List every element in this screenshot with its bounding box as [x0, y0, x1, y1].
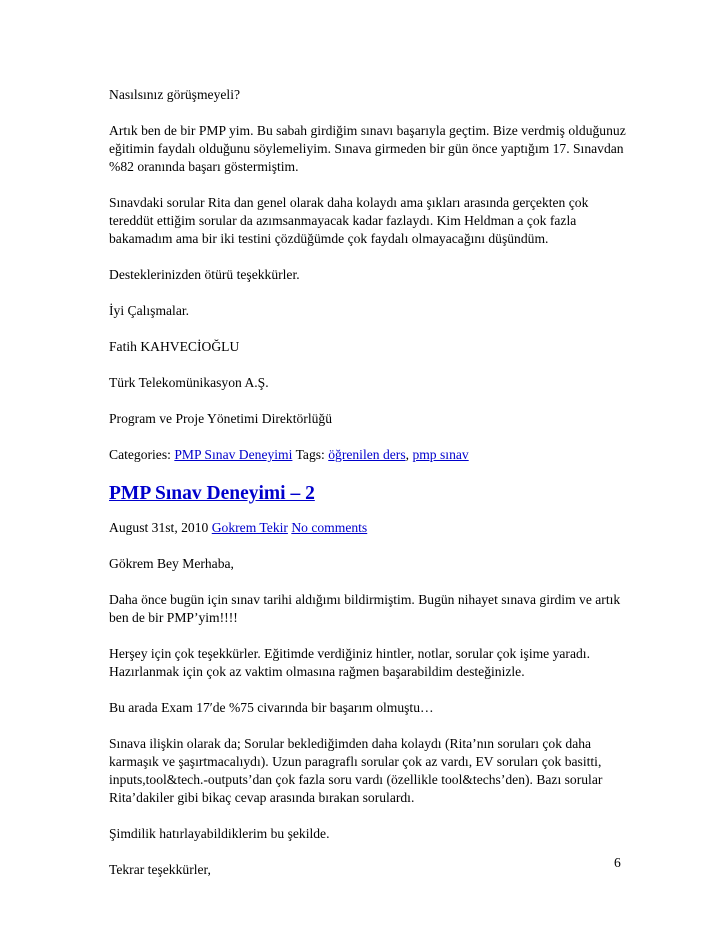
post1-greeting: Nasılsınız görüşmeyeli? — [109, 87, 240, 102]
post1-paragraph-2: Sınavdaki sorular Rita dan genel olarak daha kolaydı ama şıkları arasında gerçekten çok tereddüt ettiğim sorular da azımsanmayacak kadar fazlaydı. Kim Heldman a çok fazla bakamadım ama bir iki testini çözdüğümde çok faydalı olmayacağını düşündüm. — [109, 195, 589, 246]
tag-separator: , — [405, 447, 410, 462]
post2-paragraph-6: Tekrar teşekkürler, — [109, 862, 211, 877]
signature-company: Türk Telekomünikasyon A.Ş. — [109, 375, 269, 390]
page-number: 6 — [614, 855, 621, 870]
tag-link-1[interactable]: öğrenilen ders — [328, 447, 406, 462]
post-meta-categories — [109, 446, 629, 464]
post-title-link[interactable]: PMP Sınav Deneyimi – 2 — [109, 483, 315, 504]
post2-paragraph-3: Bu arada Exam 17′de %75 civarında bir başarım olmuştu… — [109, 700, 434, 715]
categories-label: Categories: — [109, 447, 171, 462]
post-date: August 31st, 2010 — [109, 520, 209, 535]
post2-paragraph-5: Şimdilik hatırlayabildiklerim bu şekilde. — [109, 826, 330, 841]
post1-paragraph-1: Artık ben de bir PMP yim. Bu sabah girdiğim sınavı başarıyla geçtim. Bize verdmiş olduğunuz eğitimin faydalı olduğunu söylemeliyim. Sınava girmeden bir gün önce yaptığım 17. Sınavdan %82 oranında başarı göstermiştim. — [109, 123, 626, 174]
post2-paragraph-4: Sınava ilişkin olarak da; Sorular beklediğimden daha kolaydı (Rita’nın soruları çok daha karmaşık ve şaşırtmacalıydı). Uzun paragraflı sorular çok az vardı, EV soruları çok basitti, inputs,tool&tech.-outputs’dan çok fazla soru vardı (özellikle tool&techs’den). Bazı sorular Rita’dakiler gibi bikaç cevap arasında bırakan sorulardı. — [109, 736, 603, 805]
post2-greeting: Gökrem Bey Merhaba, — [109, 556, 234, 571]
tag-link-2[interactable]: pmp sınav — [412, 447, 469, 462]
post-title — [109, 482, 629, 506]
document-body — [109, 86, 629, 897]
post2-paragraph-1: Daha önce bugün için sınav tarihi aldığımı bildirmiştim. Bugün nihayet sınava girdim ve artık ben de bir PMP’yim!!!! — [109, 592, 621, 625]
post1-paragraph-4: İyi Çalışmalar. — [109, 303, 190, 318]
comments-link[interactable]: No comments — [291, 520, 368, 535]
author-link[interactable]: Gokrem Tekir — [211, 520, 288, 535]
post2-paragraph-2: Herşey için çok teşekkürler. Eğitimde verdiğiniz hintler, notlar, sorular çok işime yaradı. Hazırlanmak için çok az vaktim olmasına rağmen başarabildim desteğinizle. — [109, 646, 590, 679]
category-link[interactable]: PMP Sınav Deneyimi — [174, 447, 293, 462]
post2-meta — [109, 519, 629, 537]
signature-department: Program ve Proje Yönetimi Direktörlüğü — [109, 411, 332, 426]
tags-label: Tags: — [295, 447, 325, 462]
signature-name: Fatih KAHVECİOĞLU — [109, 339, 240, 354]
post1-paragraph-3: Desteklerinizden ötürü teşekkürler. — [109, 267, 300, 282]
